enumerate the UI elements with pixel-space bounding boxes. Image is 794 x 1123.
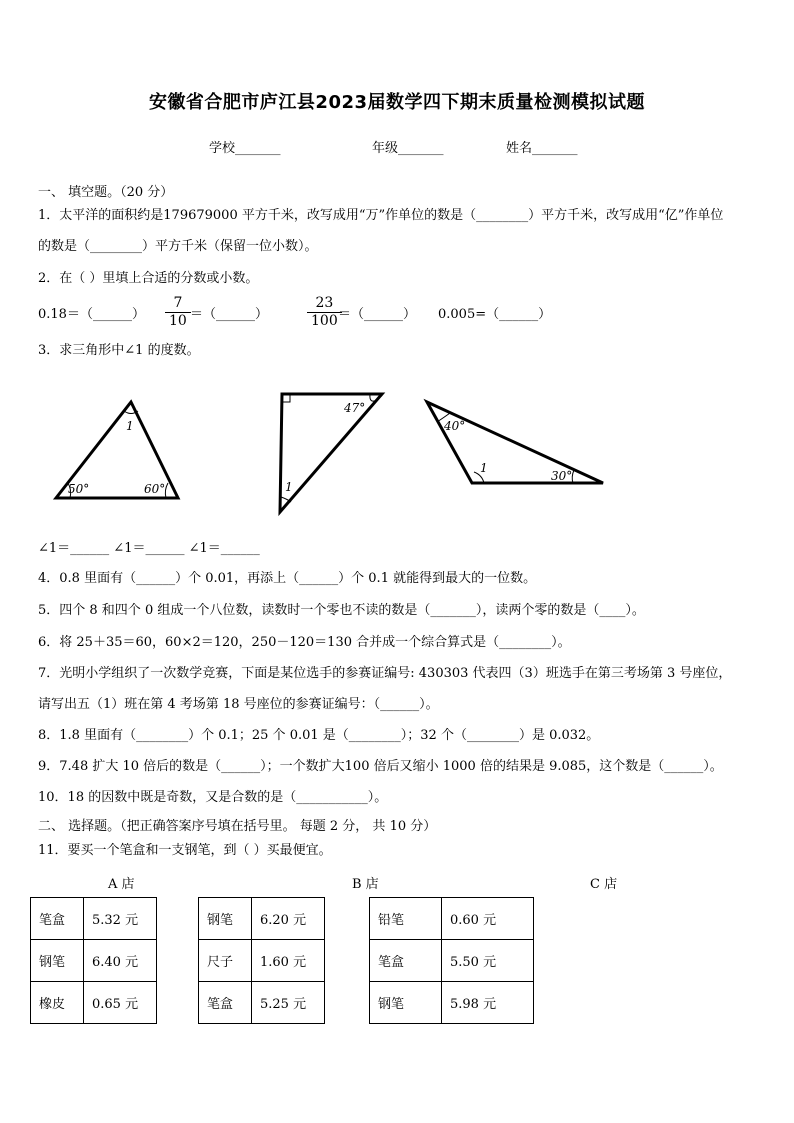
item-cell: 橡皮 (31, 982, 84, 1024)
fraction-23-100 (307, 295, 342, 330)
shop-a-price-table (30, 897, 157, 1024)
fraction-denominator: 100 (311, 313, 338, 329)
price-cell: 0.60 元 (442, 898, 534, 940)
t2-angle-top-label: 47° (344, 401, 366, 415)
item-cell: 笔盒 (370, 940, 442, 982)
item-cell: 笔盒 (31, 898, 84, 940)
page-title: 安徽省合肥市庐江县2023届数学四下期末质量检测模拟试题 (148, 92, 646, 113)
question-7-line-2: 请写出五（1）班在第 4 考场第 18 号座位的参赛证编号：（______）。 (38, 697, 439, 712)
fraction-numerator: 23 (307, 295, 342, 313)
question-8: 8．1.8 里面有（________）个 0.1；25 个 0.01 是（________）；32 个（________）是 0.032。 (38, 728, 600, 743)
table-row (199, 940, 325, 982)
section-fill-blank-heading: 一、 填空题。（20 分） (38, 185, 174, 200)
section-choice-heading: 二、 选择题。（把正确答案序号填在括号里。 每题 2 分， 共 10 分） (38, 819, 437, 834)
question-2-blank-c: ＝（______） (338, 307, 417, 322)
fraction-7-10 (165, 295, 191, 330)
question-5: 5．四个 8 和四个 0 组成一个八位数，读数时一个零也不读的数是（_______），读两个零的数是（____）。 (38, 603, 645, 618)
price-cell: 0.65 元 (84, 982, 157, 1024)
triangle-3 (427, 402, 603, 483)
question-7-line-1: 7．光明小学组织了一次数学竞赛，下面是某位选手的参赛证编号: 430303 代表四（3）班选手在第三考场第 3 号座位， (38, 666, 732, 681)
question-4: 4．0.8 里面有（______）个 0.01，再添上（______）个 0.1 就能得到最大的一位数。 (38, 571, 537, 586)
fraction-numerator: 7 (165, 295, 191, 313)
item-cell: 钢笔 (31, 940, 84, 982)
table-row (31, 982, 157, 1024)
item-cell: 铅笔 (370, 898, 442, 940)
table-row (31, 940, 157, 982)
price-cell: 5.32 元 (84, 898, 157, 940)
triangle-1 (56, 402, 178, 498)
table-row (31, 898, 157, 940)
question-1-line-1: 1．太平洋的面积约是179679000 平方千米，改写成用“万”作单位的数是（________）平方千米，改写成用“亿”作单位 (38, 208, 724, 223)
triangles-figure (0, 380, 794, 520)
shop-b-name: B 店 (352, 877, 379, 892)
price-cell: 5.50 元 (442, 940, 534, 982)
question-1-line-2: 的数是（________）平方千米（保留一位小数）。 (38, 239, 318, 254)
question-3: 3．求三角形中∠1 的度数。 (38, 343, 200, 358)
price-cell: 1.60 元 (252, 940, 325, 982)
price-cell: 5.98 元 (442, 982, 534, 1024)
table-row (370, 982, 534, 1024)
price-cell: 6.20 元 (252, 898, 325, 940)
question-2: 2．在（ ）里填上合适的分数或小数。 (38, 271, 259, 286)
t3-angle-right-label: 30° (551, 469, 573, 483)
question-2-blank-a: 0.18＝（______） (38, 307, 145, 322)
item-cell: 笔盒 (199, 982, 252, 1024)
table-row (370, 898, 534, 940)
fraction-denominator: 10 (169, 313, 187, 329)
table-row (199, 898, 325, 940)
name-field: 姓名_______ (506, 141, 578, 156)
item-cell: 钢笔 (370, 982, 442, 1024)
question-2-blank-b: ＝（______） (190, 307, 269, 322)
grade-field: 年级_______ (372, 141, 444, 156)
t1-angle-left-label: 50° (68, 482, 90, 496)
shop-c-price-table (369, 897, 534, 1024)
school-field: 学校_______ (209, 141, 281, 156)
item-cell: 钢笔 (199, 898, 252, 940)
table-row (370, 940, 534, 982)
price-cell: 6.40 元 (84, 940, 157, 982)
t3-angle-1-label: 1 (480, 461, 488, 475)
triangle-2 (280, 394, 382, 512)
price-cell: 5.25 元 (252, 982, 325, 1024)
table-row (199, 982, 325, 1024)
t2-angle-1-label: 1 (285, 480, 293, 494)
question-3-answers: ∠1＝______ ∠1＝______ ∠1＝______ (38, 541, 260, 556)
shop-a-name: A 店 (108, 877, 135, 892)
question-2-blank-d: 0.005=（______） (438, 307, 552, 322)
question-6: 6．将 25＋35＝60，60×2＝120，250－120＝130 合并成一个综合算式是（________）。 (38, 635, 571, 650)
question-9: 9．7.48 扩大 10 倍后的数是（______）；一个数扩大100 倍后又缩小 1000 倍的结果是 9.085，这个数是（______）。 (38, 759, 723, 774)
t1-angle-right-label: 60° (144, 482, 166, 496)
item-cell: 尺子 (199, 940, 252, 982)
t1-angle-1-label: 1 (126, 419, 134, 433)
shop-c-name: C 店 (590, 877, 618, 892)
t3-angle-left-label: 40° (444, 419, 466, 433)
question-10: 10．18 的因数中既是奇数，又是合数的是（___________）。 (38, 790, 388, 805)
shop-b-price-table (198, 897, 325, 1024)
question-11: 11．要买一个笔盒和一支钢笔，到（ ）买最便宜。 (38, 843, 332, 858)
